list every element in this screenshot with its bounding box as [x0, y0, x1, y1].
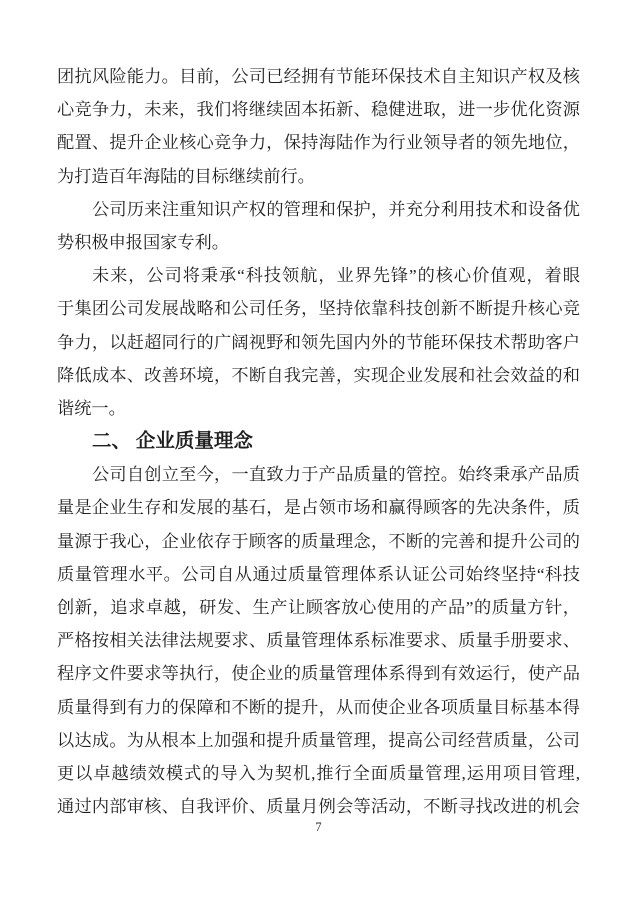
document-line: 以达成。为从根本上加强和提升质量管理，提高公司经营质量，公司	[57, 730, 580, 750]
document-line: 未来，公司将秉承“科技领航，业界先锋”的核心价值观，着眼	[92, 266, 580, 286]
document-paragraph	[57, 259, 580, 425]
document-line: 质量管理水平。公司自从通过质量管理体系认证公司始终坚持“科技	[57, 564, 580, 584]
document-paragraph	[57, 193, 580, 259]
document-line: 心竞争力，未来，我们将继续固本拓新、稳健进取，进一步优化资源	[57, 100, 580, 120]
document-line: 团抗风险能力。目前，公司已经拥有节能环保技术自主知识产权及核	[57, 67, 580, 86]
document-text-block	[57, 60, 580, 823]
document-line: 公司历来注重知识产权的管理和保护，并充分利用技术和设备优	[92, 199, 580, 219]
page-number: 7	[315, 820, 322, 834]
document-line: 通过内部审核、自我评价、质量月例会等活动，不断寻找改进的机会	[57, 797, 580, 817]
document-line: 为打造百年海陆的目标继续前行。	[57, 166, 315, 186]
document-paragraph	[57, 458, 580, 823]
document-line: 争力，以赶超同行的广阔视野和领先国内外的节能环保技术帮助客户	[57, 332, 580, 352]
section-heading	[57, 425, 580, 458]
document-line: 量源于我心，企业依存于顾客的质量理念，不断的完善和提升公司的	[57, 531, 580, 551]
document-line: 公司自创立至今，一直致力于产品质量的管控。始终秉承产品质	[92, 465, 580, 485]
document-line: 创新，追求卓越，研发、生产让顾客放心使用的产品”的质量方针，	[57, 598, 580, 617]
document-line: 配置、提升企业核心竞争力，保持海陆作为行业领导者的领先地位，	[57, 133, 580, 153]
document-line: 严格按相关法律法规要求、质量管理体系标准要求、质量手册要求、	[57, 631, 580, 651]
document-line: 降低成本、改善环境，不断自我完善，实现企业发展和社会效益的和	[57, 365, 580, 385]
document-line: 势积极申报国家专利。	[57, 232, 229, 252]
document-line: 程序文件要求等执行，使企业的质量管理体系得到有效运行，使产品	[57, 664, 580, 684]
document-line: 更以卓越绩效模式的导入为契机,推行全面质量管理,运用项目管理,	[57, 763, 580, 783]
document-line: 谐统一。	[57, 398, 126, 418]
heading-line: 二、 企业质量理念	[92, 431, 253, 453]
document-line: 量是企业生存和发展的基石，是占领市场和赢得顾客的先决条件，质	[57, 498, 580, 518]
document-line: 质量得到有力的保障和不断的提升，从而使企业各项质量目标基本得	[57, 697, 580, 717]
document-paragraph	[57, 60, 580, 193]
document-line: 于集团公司发展战略和公司任务，坚持依靠科技创新不断提升核心竞	[57, 299, 580, 319]
